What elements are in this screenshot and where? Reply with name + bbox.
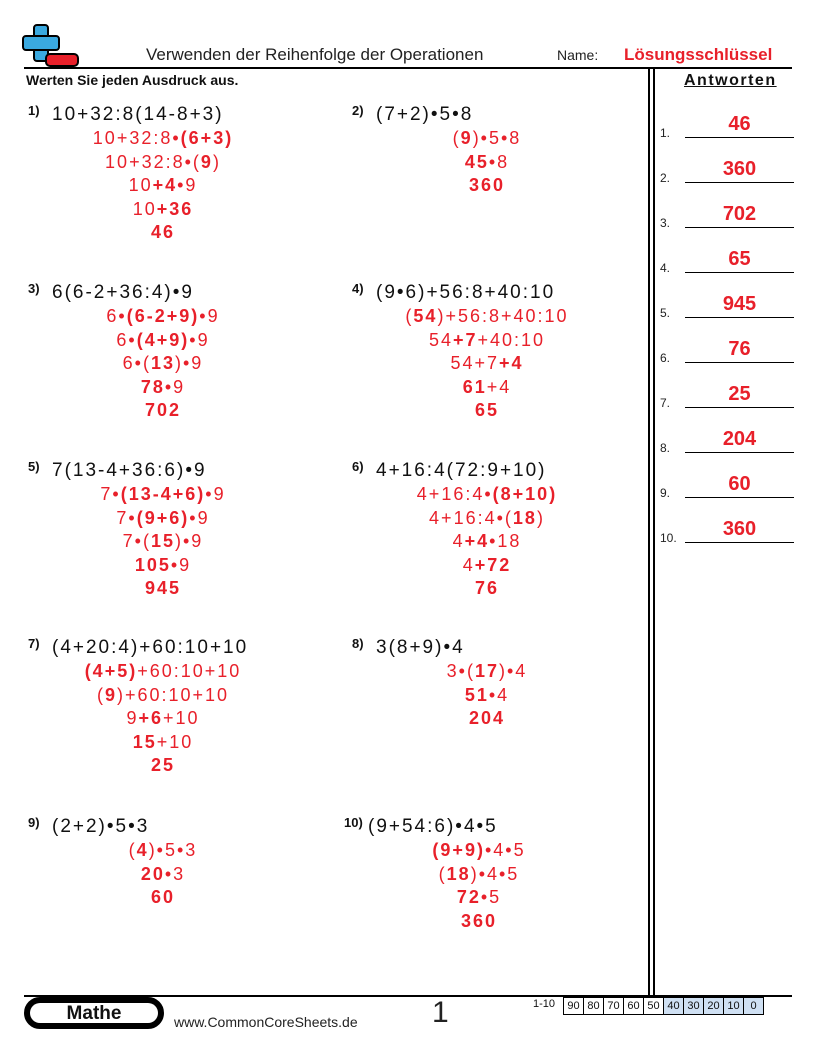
score-cell: 30 bbox=[683, 997, 704, 1015]
solution-step: (4+5)+60:10+10 bbox=[84, 661, 242, 681]
problem-expression: (2+2)•5•3 bbox=[52, 816, 150, 837]
answer-number: 8. bbox=[660, 441, 671, 455]
solution-steps bbox=[352, 127, 622, 198]
score-cell: 20 bbox=[703, 997, 724, 1015]
solution-step: 78•9 bbox=[140, 376, 186, 397]
score-cell: 10 bbox=[723, 997, 744, 1015]
solution-step: 65 bbox=[474, 400, 500, 420]
instructions: Werten Sie jeden Ausdruck aus. bbox=[26, 72, 239, 88]
solution-step: 10+32:8•(9) bbox=[105, 151, 221, 172]
answer-number: 3. bbox=[660, 216, 671, 230]
answer-line bbox=[685, 272, 794, 273]
problem-number: 2) bbox=[352, 103, 364, 118]
answer-value: 702 bbox=[722, 203, 757, 225]
subject-label: Mathe bbox=[30, 1003, 158, 1023]
solution-step: 45•8 bbox=[464, 151, 510, 172]
problem-expression: (4+20:4)+60:10+10 bbox=[52, 637, 249, 658]
answer-value: 60 bbox=[728, 473, 751, 495]
score-cell: 80 bbox=[583, 997, 604, 1015]
answer-number: 10. bbox=[660, 531, 677, 545]
problem-expression: (7+2)•5•8 bbox=[376, 104, 474, 125]
answer-row bbox=[660, 110, 794, 140]
answer-value: 65 bbox=[728, 248, 751, 270]
solution-step: 61+4 bbox=[462, 376, 512, 397]
solution-step: 6•(13)•9 bbox=[122, 353, 204, 373]
page-number: 1 bbox=[432, 996, 449, 1029]
score-cell: 40 bbox=[663, 997, 684, 1015]
score-cell: 0 bbox=[743, 997, 764, 1015]
solution-steps bbox=[352, 483, 622, 601]
problem-expression: 4+16:4(72:9+10) bbox=[376, 460, 547, 481]
solution-step: 10+36 bbox=[132, 198, 194, 219]
solution-step: 9+6+10 bbox=[126, 708, 200, 728]
problem-number: 10) bbox=[344, 815, 363, 830]
answer-value: 204 bbox=[722, 428, 757, 450]
solution-steps bbox=[28, 660, 298, 778]
worksheet-title: Verwenden der Reihenfolge der Operationen bbox=[146, 45, 484, 64]
score-cell: 50 bbox=[643, 997, 664, 1015]
solution-step: 360 bbox=[460, 910, 498, 931]
solution-step: 51•4 bbox=[464, 684, 510, 705]
solution-step: (18)•4•5 bbox=[438, 863, 520, 884]
name-value: Lösungsschlüssel bbox=[624, 45, 773, 64]
solution-steps bbox=[352, 305, 622, 423]
solution-step: 945 bbox=[144, 578, 182, 598]
solution-step: 76 bbox=[474, 578, 500, 598]
answer-value: 46 bbox=[728, 113, 751, 135]
score-range-label: 1-10 bbox=[533, 998, 556, 1010]
answers-heading: Antworten bbox=[684, 72, 777, 89]
answer-line bbox=[685, 542, 794, 543]
answer-value: 360 bbox=[722, 158, 757, 180]
answer-row bbox=[660, 290, 794, 320]
problem-expression: 6(6-2+36:4)•9 bbox=[52, 282, 194, 303]
solution-step: 25 bbox=[150, 755, 176, 775]
solution-steps bbox=[28, 305, 298, 423]
solution-step: 4+4•18 bbox=[452, 531, 522, 551]
answer-line bbox=[685, 227, 794, 228]
problem-number: 9) bbox=[28, 815, 40, 830]
score-cell: 60 bbox=[623, 997, 644, 1015]
solution-step: (9)•5•8 bbox=[452, 128, 522, 148]
answer-value: 360 bbox=[722, 518, 757, 540]
solution-step: (4)•5•3 bbox=[128, 840, 198, 860]
problem-expression: 10+32:8(14-8+3) bbox=[52, 104, 224, 125]
solution-step: 7•(9+6)•9 bbox=[116, 507, 210, 528]
problem-number: 4) bbox=[352, 281, 364, 296]
answer-number: 5. bbox=[660, 306, 671, 320]
score-table bbox=[564, 997, 764, 1015]
answer-row bbox=[660, 515, 794, 545]
solution-step: 46 bbox=[150, 222, 176, 242]
column-divider-right bbox=[653, 69, 655, 996]
problem-expression: (9•6)+56:8+40:10 bbox=[376, 282, 556, 303]
footer-url: www.CommonCoreSheets.de bbox=[174, 1014, 358, 1030]
solution-step: 15+10 bbox=[132, 731, 194, 752]
solution-steps bbox=[28, 127, 298, 245]
problem-number: 5) bbox=[28, 459, 40, 474]
solution-step: 105•9 bbox=[134, 554, 192, 575]
answer-line bbox=[685, 407, 794, 408]
solution-step: 72•5 bbox=[456, 887, 502, 907]
solution-step: 702 bbox=[144, 400, 182, 420]
answer-line bbox=[685, 137, 794, 138]
answer-line bbox=[685, 317, 794, 318]
answer-line bbox=[685, 497, 794, 498]
answer-value: 25 bbox=[728, 383, 751, 405]
solution-step: (54)+56:8+40:10 bbox=[405, 306, 569, 326]
column-divider-left bbox=[648, 69, 650, 996]
score-cell: 70 bbox=[603, 997, 624, 1015]
answer-line bbox=[685, 182, 794, 183]
answer-row bbox=[660, 155, 794, 185]
problem-expression: 7(13-4+36:6)•9 bbox=[52, 460, 207, 481]
solution-step: 3•(17)•4 bbox=[446, 661, 528, 681]
plus-minus-logo-icon bbox=[22, 24, 80, 68]
answer-row bbox=[660, 380, 794, 410]
answer-number: 9. bbox=[660, 486, 671, 500]
solution-step: 20•3 bbox=[140, 863, 186, 884]
problem-number: 1) bbox=[28, 103, 40, 118]
solution-steps bbox=[28, 483, 298, 601]
score-cell: 90 bbox=[563, 997, 584, 1015]
solution-steps bbox=[344, 839, 614, 933]
solution-step: 204 bbox=[468, 708, 506, 728]
solution-step: 54+7+40:10 bbox=[428, 329, 546, 350]
solution-step: (9)+60:10+10 bbox=[96, 684, 230, 705]
answer-row bbox=[660, 425, 794, 455]
solution-step: 4+16:4•(18) bbox=[429, 507, 545, 528]
answer-number: 4. bbox=[660, 261, 671, 275]
answer-row bbox=[660, 335, 794, 365]
problem-number: 6) bbox=[352, 459, 364, 474]
solution-step: 6•(4+9)•9 bbox=[116, 329, 210, 350]
answer-number: 1. bbox=[660, 126, 671, 140]
answer-row bbox=[660, 470, 794, 500]
solution-step: 7•(13-4+6)•9 bbox=[100, 484, 226, 504]
solution-step: 360 bbox=[468, 175, 506, 195]
solution-step: 6•(6-2+9)•9 bbox=[106, 306, 220, 326]
answer-line bbox=[685, 452, 794, 453]
problem-number: 7) bbox=[28, 636, 40, 651]
answer-value: 945 bbox=[722, 293, 757, 315]
answer-number: 7. bbox=[660, 396, 671, 410]
answer-row bbox=[660, 200, 794, 230]
answer-line bbox=[685, 362, 794, 363]
solution-step: 54+7+4 bbox=[450, 353, 524, 373]
answer-number: 2. bbox=[660, 171, 671, 185]
answer-value: 76 bbox=[728, 338, 751, 360]
problem-expression: (9+54:6)•4•5 bbox=[368, 816, 498, 837]
name-label: Name: bbox=[557, 47, 599, 63]
answer-row bbox=[660, 245, 794, 275]
solution-step: 10+4•9 bbox=[128, 175, 198, 195]
solution-step: (9+9)•4•5 bbox=[432, 840, 526, 860]
solution-step: 4+72 bbox=[462, 554, 512, 575]
header-divider bbox=[24, 67, 792, 69]
problem-expression: 3(8+9)•4 bbox=[376, 637, 465, 658]
subject-badge bbox=[24, 997, 164, 1029]
solution-step: 4+16:4•(8+10) bbox=[416, 484, 558, 504]
solution-step: 10+32:8•(6+3) bbox=[92, 128, 234, 148]
solution-steps bbox=[352, 660, 622, 731]
solution-step: 60 bbox=[150, 887, 176, 907]
problem-number: 8) bbox=[352, 636, 364, 651]
solution-steps bbox=[28, 839, 298, 910]
solution-step: 7•(15)•9 bbox=[122, 531, 204, 551]
answer-number: 6. bbox=[660, 351, 671, 365]
problem-number: 3) bbox=[28, 281, 40, 296]
